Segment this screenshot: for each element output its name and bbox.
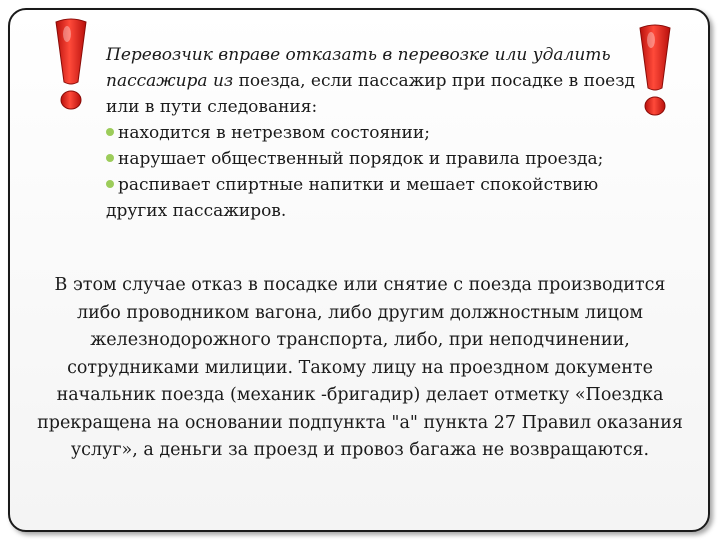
intro-regular-text: поезда, если пассажир при посадке в поезд или в пути следования: [106,71,635,117]
list-item [106,146,666,172]
bullet-icon [106,154,114,162]
bullet-continuation: других пассажиров. [106,201,287,221]
body-paragraph: В этом случае отказ в посадке или снятие с поезда производится либо проводником вагона, либо другим должностным лицом железнодорожного транспорта, либо, при неподчинении, сотрудниками милиции. Такому лицу на проездном документе начальник поезда (механик -бригадир) делает отметку «Поездка прекращена на основании подпункта "а" пункта 27 Правил оказания услуг», а деньги за проезд и провоз багажа не возвращаются. [37,275,683,460]
intro-italic-text: Перевозчик вправе отказать в перевозке или удалить пассажира из [106,45,611,91]
intro-block [106,42,666,224]
bullet-text: нарушает общественный порядок и правила проезда; [118,149,604,169]
list-item [106,172,666,198]
bullet-icon [106,180,114,188]
list-item [106,120,666,146]
exclamation-icon [48,16,94,112]
slide-frame [8,8,710,532]
bullet-text: распивает спиртные напитки и мешает спокойствию [118,175,599,195]
bullet-icon [106,128,114,136]
bullet-text: находится в нетрезвом состоянии; [118,123,430,143]
bullet-list [106,120,666,198]
intro-paragraph [106,42,666,120]
